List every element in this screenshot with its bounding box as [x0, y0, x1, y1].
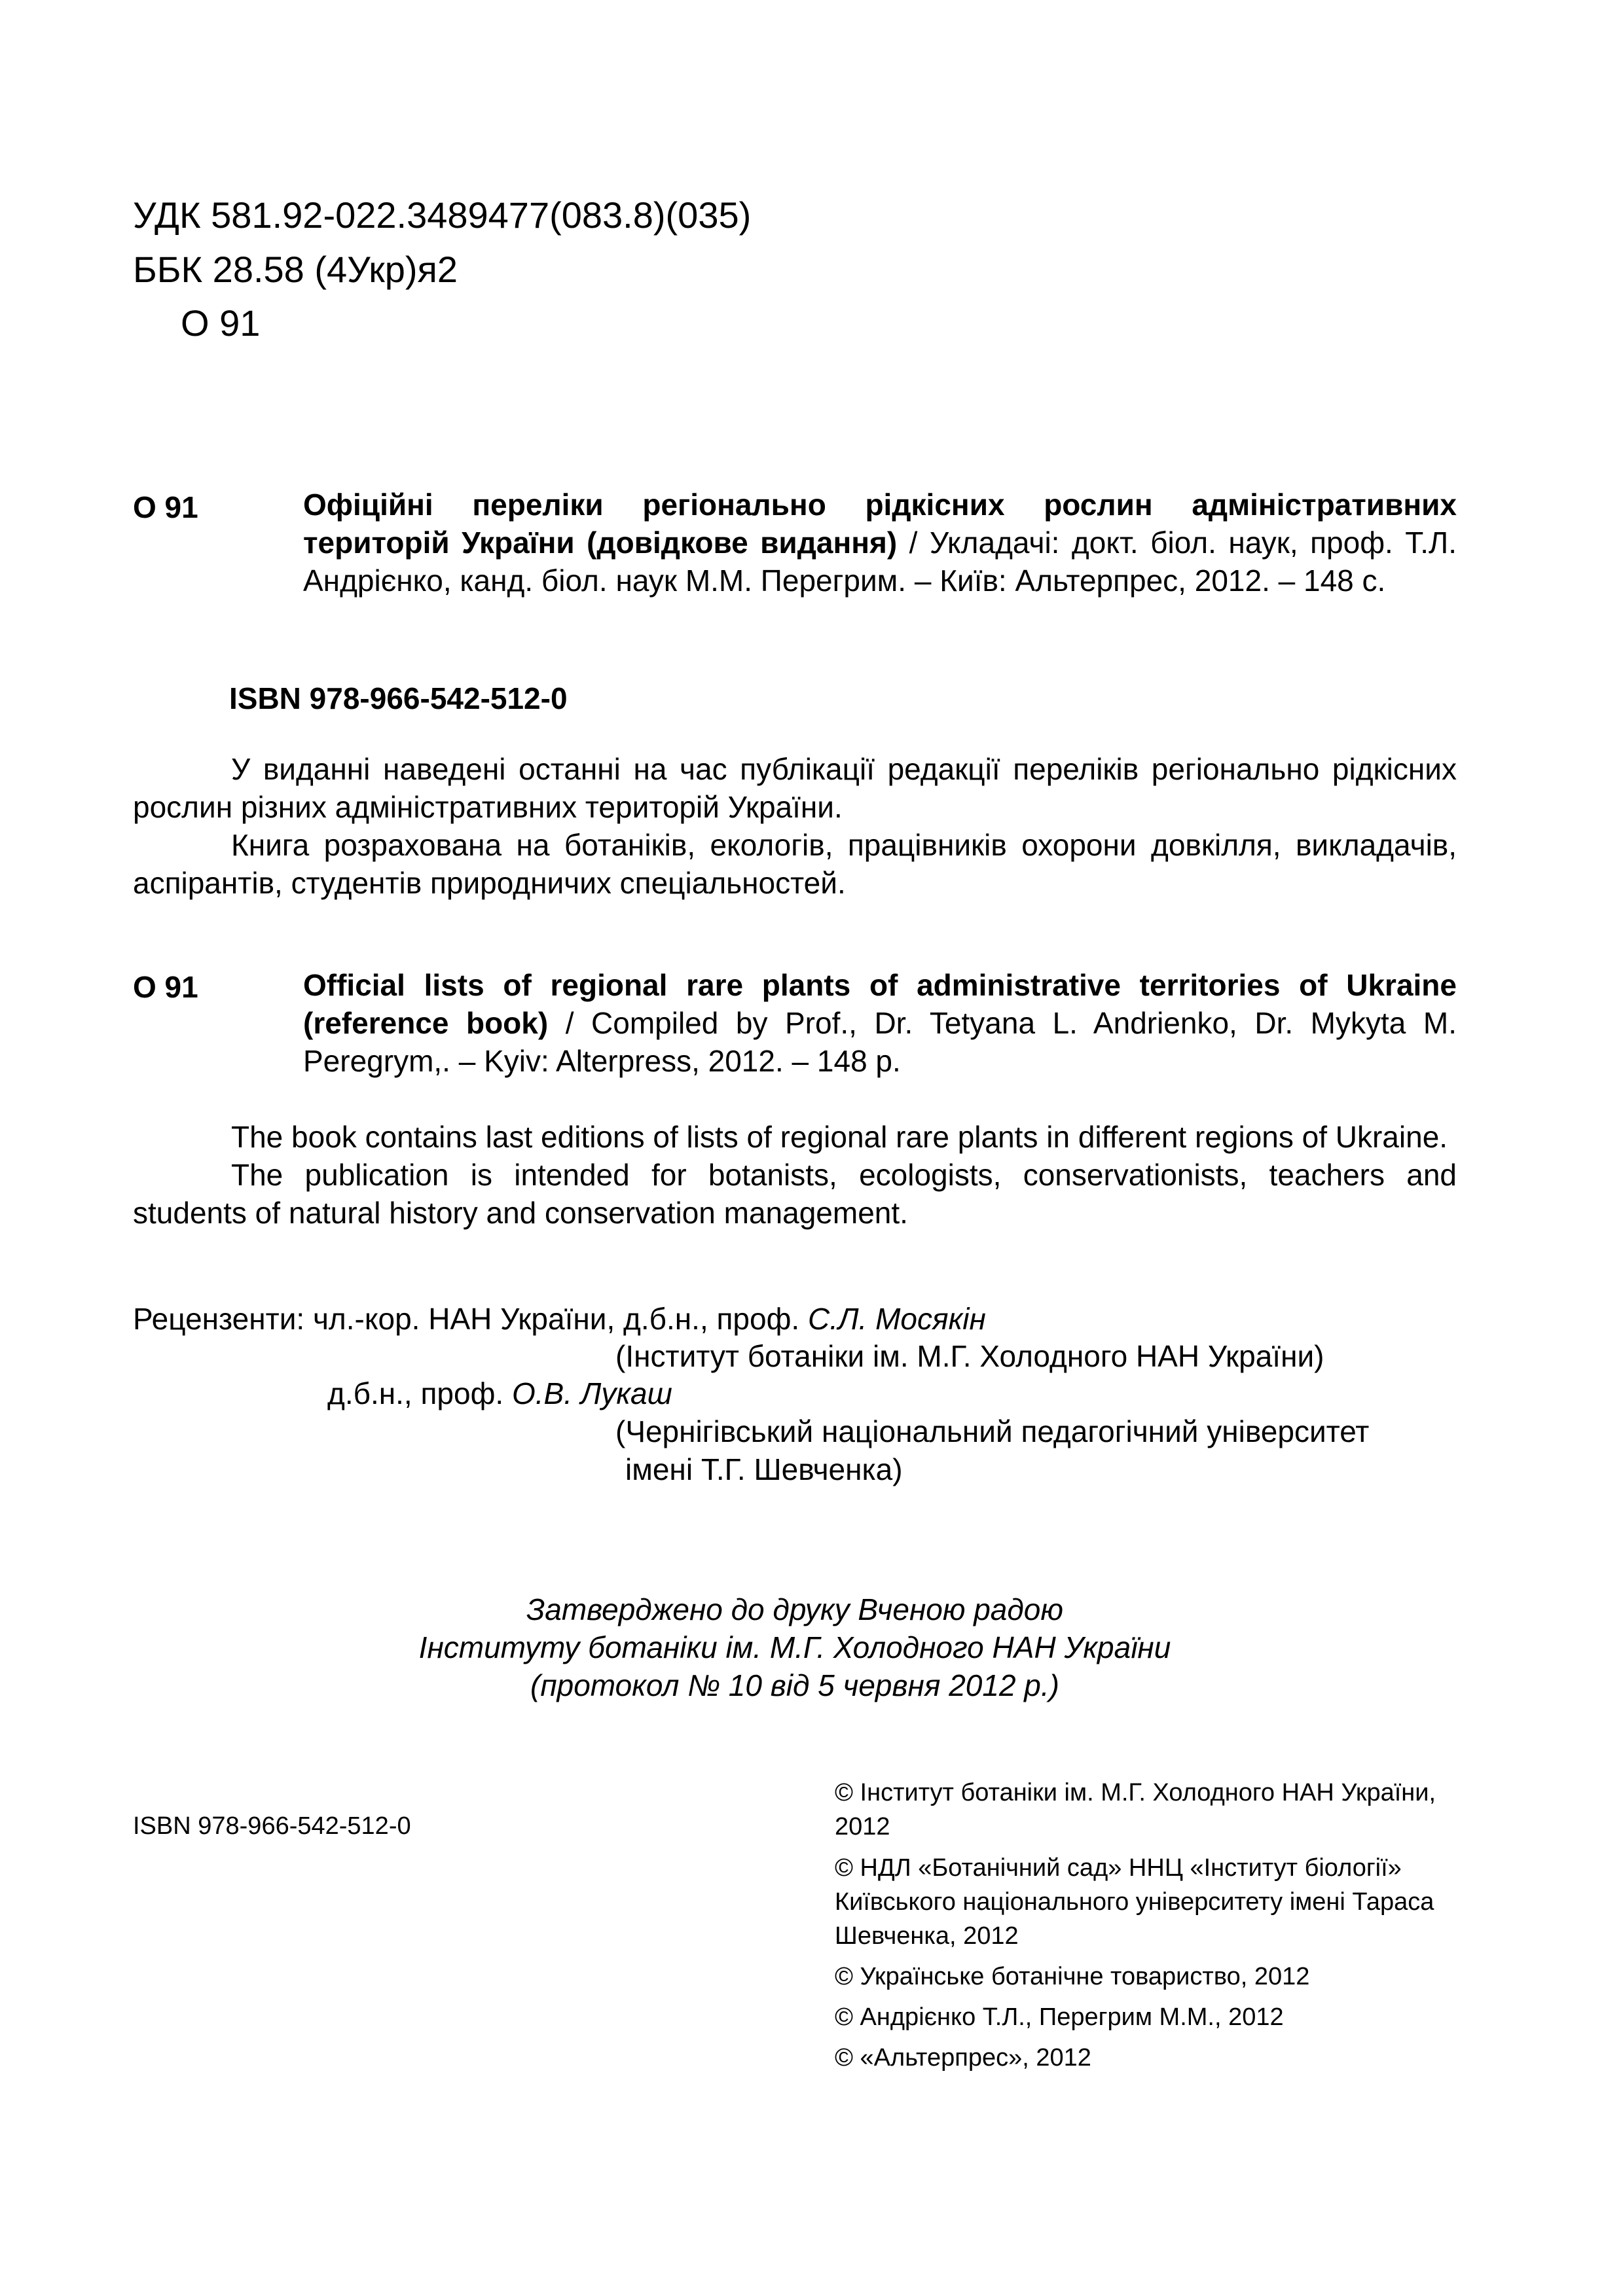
author-sign: О 91 — [181, 302, 261, 344]
entry-en-abstract-2: The publication is intended for botanists, ecologists, conservationists, teachers and students of natural history and conservation management. — [133, 1158, 1457, 1230]
approval-line-2: Інституту ботаніки ім. М.Г. Холодного НАН України — [418, 1630, 1171, 1664]
footer-isbn: ISBN 978-966-542-512-0 — [133, 1812, 411, 1840]
entry-ua-title: Офіційні переліки регіонально рідкісних рослин адміністративних територій України (довідкове видання) — [303, 488, 1457, 560]
reviewer-2-title: д.б.н., проф. — [327, 1376, 512, 1410]
reviewer-1-line — [133, 1300, 986, 1338]
entry-en-details: / Compiled by Prof., Dr. Tetyana L. Andrienko, Dr. Mykyta M. Peregrym,. – Kyiv: Alterpress, 2012. – 148 p. — [303, 1006, 1457, 1078]
approval-line-3: (протокол № 10 від 5 червня 2012 р.) — [530, 1668, 1059, 1702]
reviewer-1-name: С.Л. Мосякін — [808, 1302, 986, 1336]
entry-ua-description — [303, 486, 1457, 600]
entry-en-label: О 91 — [133, 970, 198, 1004]
entry-en-description — [303, 966, 1457, 1080]
bbk-code: ББК 28.58 (4Укр)я2 — [133, 249, 458, 290]
copyright-1: © Інститут ботаніки ім. М.Г. Холодного НАН України, 2012 — [835, 1779, 1436, 1840]
entry-en-abstract-1: The book contains last editions of lists of regional rare plants in different regions of Ukraine. — [231, 1120, 1448, 1154]
copyright-5: © «Альтерпрес», 2012 — [835, 2044, 1091, 2072]
entry-ua-abstract-1: У виданні наведені останні на час публікації редакції переліків регіонально рідкісних рослин різних адміністративних територій України. — [133, 752, 1457, 824]
entry-ua-details: / Укладачі: докт. біол. наук, проф. Т.Л. Андрієнко, канд. біол. наук М.М. Перегрим. – Київ: Альтерпрес, 2012. – 148 с. — [303, 526, 1457, 598]
reviewer-2-affiliation-2: імені Т.Г. Шевченка) — [625, 1452, 903, 1486]
entry-ua-isbn: ISBN 978-966-542-512-0 — [229, 681, 568, 715]
reviewer-2-line — [327, 1374, 672, 1412]
entry-ua-abstract-2: Книга розрахована на ботаніків, екологів, працівників охорони довкілля, викладачів, аспірантів, студентів природничих спеціальностей. — [133, 828, 1457, 900]
reviewers-label: Рецензенти: — [133, 1302, 313, 1336]
approval-line-1: Затверджено до друку Вченою радою — [526, 1592, 1063, 1626]
copyright-4: © Андрієнко Т.Л., Перегрим М.М., 2012 — [835, 2003, 1284, 2031]
entry-ua-label: О 91 — [133, 490, 198, 524]
reviewer-1-title: чл.-кор. НАН України, д.б.н., проф. — [312, 1302, 808, 1336]
copyright-2: © НДЛ «Ботанічний сад» ННЦ «Інститут біології» Київського національного університету імені Тараса Шевченка, 2012 — [835, 1854, 1434, 1950]
copyright-3: © Українське ботанічне товариство, 2012 — [835, 1963, 1310, 1990]
reviewer-2-name: О.В. Лукаш — [511, 1376, 672, 1410]
reviewer-2-affiliation-1: (Чернігівський національний педагогічний університет — [615, 1414, 1370, 1448]
reviewer-1-affiliation: (Інститут ботаніки ім. М.Г. Холодного НАН України) — [615, 1339, 1324, 1373]
entry-en-title: Official lists of regional rare plants of administrative territories of Ukraine (reference book) — [303, 968, 1457, 1040]
udc-code: УДК 581.92-022.3489477(083.8)(035) — [133, 194, 752, 236]
